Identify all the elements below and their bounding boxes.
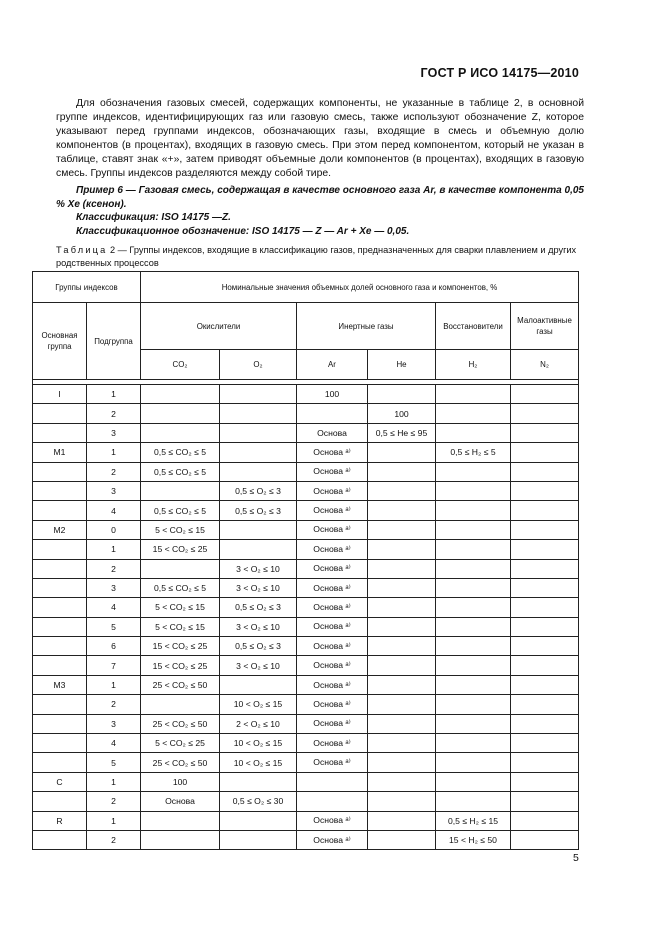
cell-n2: [511, 792, 579, 811]
cell-main-group: [33, 598, 87, 617]
cell-subgroup: 1: [87, 385, 141, 404]
cell-n2: [511, 520, 579, 539]
cell-main-group: [33, 637, 87, 656]
cell-co2: 0,5 ≤ CO₂ ≤ 5: [141, 578, 220, 597]
cell-co2: 15 < CO₂ ≤ 25: [141, 656, 220, 675]
cell-subgroup: 3: [87, 714, 141, 733]
cell-n2: [511, 714, 579, 733]
cell-subgroup: 6: [87, 637, 141, 656]
cell-o2: [220, 830, 297, 849]
cell-h2: 0,5 ≤ H₂ ≤ 15: [436, 811, 511, 830]
cell-h2: [436, 772, 511, 791]
table-row: [33, 675, 579, 694]
cell-n2: [511, 695, 579, 714]
table-row: [33, 423, 579, 442]
cell-he: [368, 714, 436, 733]
cell-he: [368, 501, 436, 520]
cell-main-group: C: [33, 772, 87, 791]
cell-subgroup: 3: [87, 423, 141, 442]
cell-main-group: [33, 423, 87, 442]
cell-o2: [220, 404, 297, 423]
cell-co2: [141, 559, 220, 578]
cell-ar: Основа ᵃ⁾: [297, 714, 368, 733]
cell-h2: [436, 462, 511, 481]
cell-main-group: [33, 540, 87, 559]
cell-ar: 100: [297, 385, 368, 404]
cell-o2: 10 < O₂ ≤ 15: [220, 734, 297, 753]
header-inert-gases: Инертные газы: [297, 303, 436, 350]
cell-ar: Основа ᵃ⁾: [297, 734, 368, 753]
cell-he: [368, 830, 436, 849]
cell-o2: [220, 443, 297, 462]
cell-o2: 10 < O₂ ≤ 15: [220, 753, 297, 772]
cell-ar: Основа ᵃ⁾: [297, 675, 368, 694]
cell-h2: [436, 734, 511, 753]
cell-ar: Основа ᵃ⁾: [297, 462, 368, 481]
cell-main-group: [33, 714, 87, 733]
cell-o2: [220, 423, 297, 442]
cell-h2: [436, 578, 511, 597]
table-row: [33, 404, 579, 423]
cell-o2: 0,5 ≤ O₂ ≤ 3: [220, 481, 297, 500]
table-row: [33, 462, 579, 481]
cell-he: [368, 385, 436, 404]
cell-n2: [511, 540, 579, 559]
cell-n2: [511, 656, 579, 675]
cell-n2: [511, 830, 579, 849]
cell-subgroup: 1: [87, 772, 141, 791]
table-row: [33, 481, 579, 500]
gas-index-table: [32, 271, 579, 850]
cell-n2: [511, 578, 579, 597]
table-row: [33, 501, 579, 520]
table-body: [33, 385, 579, 850]
table-row: [33, 656, 579, 675]
cell-ar: Основа ᵃ⁾: [297, 501, 368, 520]
cell-o2: 3 < O₂ ≤ 10: [220, 578, 297, 597]
cell-subgroup: 4: [87, 734, 141, 753]
cell-ar: Основа ᵃ⁾: [297, 481, 368, 500]
cell-subgroup: 2: [87, 695, 141, 714]
cell-co2: 100: [141, 772, 220, 791]
page-number: 5: [573, 852, 579, 864]
cell-main-group: [33, 404, 87, 423]
cell-o2: 0,5 ≤ O₂ ≤ 3: [220, 637, 297, 656]
cell-main-group: [33, 656, 87, 675]
cell-co2: 25 < CO₂ ≤ 50: [141, 714, 220, 733]
cell-subgroup: 1: [87, 540, 141, 559]
cell-co2: [141, 830, 220, 849]
cell-he: [368, 559, 436, 578]
cell-main-group: [33, 481, 87, 500]
cell-h2: 15 < H₂ ≤ 50: [436, 830, 511, 849]
cell-main-group: [33, 830, 87, 849]
cell-he: [368, 656, 436, 675]
cell-o2: 3 < O₂ ≤ 10: [220, 559, 297, 578]
cell-h2: [436, 695, 511, 714]
table-row: [33, 811, 579, 830]
cell-subgroup: 2: [87, 462, 141, 481]
cell-n2: [511, 734, 579, 753]
cell-h2: [436, 481, 511, 500]
cell-he: [368, 753, 436, 772]
cell-co2: [141, 423, 220, 442]
cell-o2: [220, 675, 297, 694]
cell-co2: 5 < CO₂ ≤ 15: [141, 598, 220, 617]
cell-h2: [436, 598, 511, 617]
cell-ar: Основа ᵃ⁾: [297, 443, 368, 462]
cell-ar: Основа ᵃ⁾: [297, 617, 368, 636]
cell-co2: 0,5 ≤ CO₂ ≤ 5: [141, 443, 220, 462]
table-row: [33, 830, 579, 849]
cell-he: [368, 772, 436, 791]
cell-co2: 0,5 ≤ CO₂ ≤ 5: [141, 501, 220, 520]
cell-main-group: [33, 753, 87, 772]
cell-co2: 5 < CO₂ ≤ 15: [141, 617, 220, 636]
header-co2: CO₂: [141, 350, 220, 380]
cell-h2: [436, 501, 511, 520]
body-paragraph-text: Для обозначения газовых смесей, содержащих компоненты, не указанные в таблице 2, в основной группе индексов, идентифицирующих газ или газовую смесь, также используют обозначение Z, которое указывают перед группами индексов, обозначающих газы, входящие в смесь и объемную долю компонентов (в процентах), входящих в газовую смесь. При этом перед компонентом, который не указан в таблице, ставят знак «+», затем приводят объемные доли компонентов (в процентах), входящих в газовую смесь. Группы индексов разделяются между собой тире.: [56, 98, 584, 180]
cell-subgroup: 3: [87, 578, 141, 597]
cell-subgroup: 5: [87, 617, 141, 636]
cell-he: [368, 598, 436, 617]
cell-h2: [436, 559, 511, 578]
cell-n2: [511, 675, 579, 694]
cell-o2: [220, 462, 297, 481]
cell-subgroup: 2: [87, 559, 141, 578]
example-line-1: Пример 6 — Газовая смесь, содержащая в качестве основного газа Ar, в качестве компонента 0,05 % Xe (ксенон).: [56, 185, 584, 210]
cell-subgroup: 2: [87, 792, 141, 811]
header-index-groups: Группы индексов: [33, 272, 141, 303]
cell-ar: Основа ᵃ⁾: [297, 578, 368, 597]
cell-subgroup: 2: [87, 830, 141, 849]
cell-ar: Основа ᵃ⁾: [297, 753, 368, 772]
cell-he: [368, 578, 436, 597]
cell-co2: 15 < CO₂ ≤ 25: [141, 637, 220, 656]
table-row: [33, 617, 579, 636]
cell-n2: [511, 617, 579, 636]
cell-ar: Основа ᵃ⁾: [297, 520, 368, 539]
cell-n2: [511, 385, 579, 404]
table-row: [33, 753, 579, 772]
cell-o2: 0,5 ≤ O₂ ≤ 3: [220, 501, 297, 520]
cell-main-group: [33, 792, 87, 811]
header-oxidizers: Окислители: [141, 303, 297, 350]
cell-h2: [436, 656, 511, 675]
cell-h2: [436, 423, 511, 442]
cell-o2: 3 < O₂ ≤ 10: [220, 656, 297, 675]
body-paragraph: [56, 97, 584, 182]
cell-o2: [220, 385, 297, 404]
cell-o2: 3 < O₂ ≤ 10: [220, 617, 297, 636]
table-row: [33, 598, 579, 617]
cell-h2: [436, 637, 511, 656]
cell-he: [368, 811, 436, 830]
cell-o2: 0,5 ≤ O₂ ≤ 30: [220, 792, 297, 811]
cell-h2: [436, 714, 511, 733]
cell-co2: [141, 695, 220, 714]
cell-n2: [511, 753, 579, 772]
cell-co2: [141, 404, 220, 423]
table-caption-text: 2 — Группы индексов, входящие в классификацию газов, предназначенных для сварки плавлением и других родственных процессов: [56, 245, 577, 268]
cell-n2: [511, 443, 579, 462]
header-n2: N₂: [511, 350, 579, 380]
cell-he: [368, 520, 436, 539]
cell-main-group: M3: [33, 675, 87, 694]
cell-h2: [436, 675, 511, 694]
cell-h2: [436, 617, 511, 636]
cell-subgroup: 2: [87, 404, 141, 423]
header-he: He: [368, 350, 436, 380]
cell-co2: 5 < CO₂ ≤ 25: [141, 734, 220, 753]
header-subgroup: Подгруппа: [87, 303, 141, 380]
cell-co2: 25 < CO₂ ≤ 50: [141, 753, 220, 772]
cell-n2: [511, 501, 579, 520]
header-ar: Ar: [297, 350, 368, 380]
cell-subgroup: 1: [87, 443, 141, 462]
example-line-2: Классификация: ISO 14175 —Z.: [76, 212, 231, 224]
cell-ar: Основа: [297, 423, 368, 442]
cell-n2: [511, 404, 579, 423]
cell-subgroup: 4: [87, 598, 141, 617]
cell-o2: [220, 520, 297, 539]
cell-ar: [297, 772, 368, 791]
cell-main-group: [33, 734, 87, 753]
header-reducers: Восстановители: [436, 303, 511, 350]
cell-subgroup: 3: [87, 481, 141, 500]
cell-ar: Основа ᵃ⁾: [297, 811, 368, 830]
cell-subgroup: 7: [87, 656, 141, 675]
header-nominal-values: Номинальные значения объемных долей основного газа и компонентов, %: [141, 272, 579, 303]
cell-o2: 2 < O₂ ≤ 10: [220, 714, 297, 733]
cell-ar: Основа ᵃ⁾: [297, 830, 368, 849]
cell-he: [368, 481, 436, 500]
cell-h2: [436, 540, 511, 559]
cell-o2: [220, 540, 297, 559]
cell-subgroup: 0: [87, 520, 141, 539]
cell-he: [368, 675, 436, 694]
cell-co2: 15 < CO₂ ≤ 25: [141, 540, 220, 559]
cell-o2: [220, 772, 297, 791]
cell-main-group: [33, 578, 87, 597]
cell-subgroup: 1: [87, 811, 141, 830]
cell-n2: [511, 462, 579, 481]
cell-o2: 0,5 ≤ O₂ ≤ 3: [220, 598, 297, 617]
cell-ar: [297, 792, 368, 811]
cell-ar: Основа ᵃ⁾: [297, 540, 368, 559]
table-header: [33, 272, 579, 385]
cell-main-group: I: [33, 385, 87, 404]
cell-o2: 10 < O₂ ≤ 15: [220, 695, 297, 714]
cell-subgroup: 1: [87, 675, 141, 694]
cell-he: [368, 617, 436, 636]
cell-co2: [141, 811, 220, 830]
cell-ar: Основа ᵃ⁾: [297, 559, 368, 578]
cell-main-group: [33, 559, 87, 578]
cell-h2: [436, 520, 511, 539]
cell-he: 100: [368, 404, 436, 423]
table-row: [33, 695, 579, 714]
header-h2: H₂: [436, 350, 511, 380]
table-row: [33, 637, 579, 656]
cell-he: [368, 695, 436, 714]
cell-n2: [511, 559, 579, 578]
cell-co2: 5 < CO₂ ≤ 15: [141, 520, 220, 539]
cell-main-group: [33, 695, 87, 714]
cell-ar: Основа ᵃ⁾: [297, 695, 368, 714]
cell-he: [368, 734, 436, 753]
cell-main-group: M1: [33, 443, 87, 462]
cell-he: [368, 443, 436, 462]
table-row: [33, 734, 579, 753]
cell-ar: [297, 404, 368, 423]
cell-subgroup: 5: [87, 753, 141, 772]
cell-co2: [141, 385, 220, 404]
header-main-group: Основная группа: [33, 303, 87, 380]
table-row: [33, 385, 579, 404]
cell-main-group: [33, 617, 87, 636]
table-row: [33, 540, 579, 559]
cell-o2: [220, 811, 297, 830]
cell-h2: 0,5 ≤ H₂ ≤ 5: [436, 443, 511, 462]
cell-h2: [436, 753, 511, 772]
cell-ar: Основа ᵃ⁾: [297, 637, 368, 656]
cell-main-group: [33, 501, 87, 520]
table-row: [33, 559, 579, 578]
cell-ar: Основа ᵃ⁾: [297, 598, 368, 617]
table-row: [33, 772, 579, 791]
example-block: [56, 184, 584, 238]
table-row: [33, 520, 579, 539]
cell-main-group: [33, 462, 87, 481]
cell-main-group: R: [33, 811, 87, 830]
table-caption: [56, 244, 584, 269]
cell-co2: 0,5 ≤ CO₂ ≤ 5: [141, 462, 220, 481]
table-row: [33, 578, 579, 597]
cell-main-group: M2: [33, 520, 87, 539]
cell-h2: [436, 792, 511, 811]
cell-he: [368, 462, 436, 481]
cell-he: [368, 637, 436, 656]
cell-n2: [511, 772, 579, 791]
cell-n2: [511, 637, 579, 656]
cell-subgroup: 4: [87, 501, 141, 520]
cell-h2: [436, 404, 511, 423]
cell-n2: [511, 481, 579, 500]
cell-h2: [436, 385, 511, 404]
example-line-3: Классификационное обозначение: ISO 14175 — Z — Ar + Xe — 0,05.: [76, 225, 410, 237]
cell-co2: [141, 481, 220, 500]
table-row: [33, 714, 579, 733]
table-row: [33, 792, 579, 811]
table-row: [33, 443, 579, 462]
header-low-active: Малоактивные газы: [511, 303, 579, 350]
cell-n2: [511, 423, 579, 442]
cell-n2: [511, 811, 579, 830]
cell-he: [368, 792, 436, 811]
header-o2: O₂: [220, 350, 297, 380]
cell-n2: [511, 598, 579, 617]
document-header: ГОСТ Р ИСО 14175—2010: [420, 66, 579, 80]
table-caption-label: Таблица: [56, 245, 108, 255]
cell-ar: Основа ᵃ⁾: [297, 656, 368, 675]
cell-co2: Основа: [141, 792, 220, 811]
cell-he: 0,5 ≤ He ≤ 95: [368, 423, 436, 442]
cell-co2: 25 < CO₂ ≤ 50: [141, 675, 220, 694]
cell-he: [368, 540, 436, 559]
